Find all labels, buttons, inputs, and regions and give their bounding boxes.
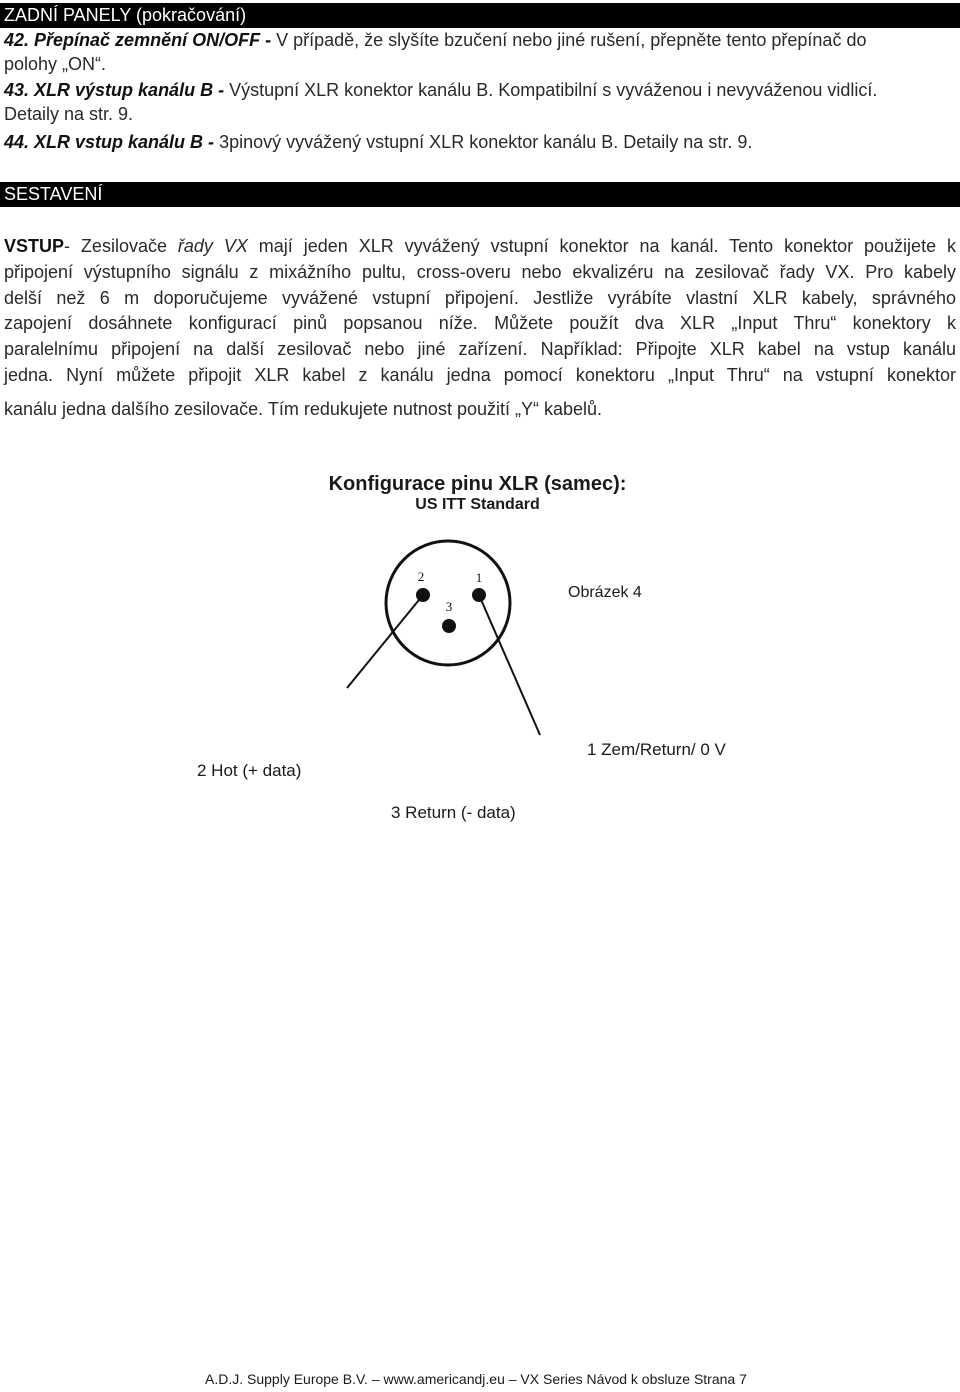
section-header-text: ZADNÍ PANELY (pokračování) (4, 5, 247, 25)
paragraph-l1-b: mají jeden XLR vyvážený vstupní konektor na kanál. Tento konektor použijete k (247, 236, 957, 256)
pin-3-number: 3 (445, 599, 453, 614)
paragraph-line-3: delší než 6 m doporučujeme vyvážené vstupní připojení. Jestliže vyrábíte vlastní XLR kabely, správného (4, 288, 956, 308)
item-43-text-1: Výstupní XLR konektor kanálu B. Kompatibilní s vyváženou i nevyváženou vidlicí. (229, 80, 878, 100)
section-header-setup-text: SESTAVENÍ (4, 184, 103, 204)
item-42-text-2: polohy „ON“. (4, 54, 107, 74)
pin-3-dot (442, 619, 456, 633)
item-43-text-2: Detaily na str. 9. (4, 104, 134, 124)
paragraph-line-7: kanálu jedna dalšího zesilovače. Tím redukujete nutnost použití „Y“ kabelů. (4, 399, 603, 419)
item-42-label: 42. Přepínač zemnění ON/OFF - (4, 30, 277, 50)
paragraph-line-5: paralelnímu připojení na další zesilovač nebo jiné zařízení. Například: Připojte XLR kabel na vstup kanálu (4, 339, 956, 359)
pin-2-description: 2 Hot (+ data) (197, 761, 302, 780)
figure-title: Konfigurace pinu XLR (samec): (328, 473, 627, 495)
figure-subtitle: US ITT Standard (415, 496, 540, 513)
paragraph-line-4: zapojení dosáhnete konfigurací pinů popsanou níže. Můžete použít dva XLR „Input Thru“ konektory k (4, 313, 956, 333)
item-44-text-1: 3pinový vyvážený vstupní XLR konektor kanálu B. Detaily na str. 9. (219, 132, 753, 152)
paragraph-line-2: připojení výstupního signálu z mixážního pultu, cross-overu nebo ekvalizéru na zesilovač řady VX. Pro kabely (4, 262, 956, 282)
figure-label: Obrázek 4 (568, 584, 642, 601)
paragraph-line-6: jedna. Nyní můžete připojit XLR kabel z kanálu jedna pomocí konektoru „Input Thru“ na vstupní konektor (4, 365, 956, 385)
paragraph-l1-a: - Zesilovače (64, 236, 178, 256)
pin-3-description: 3 Return (- data) (391, 803, 516, 822)
pin-2-number: 2 (417, 569, 425, 584)
paragraph-lead: VSTUP (4, 236, 65, 256)
item-44-label: 44. XLR vstup kanálu B - (4, 132, 220, 152)
page-footer: A.D.J. Supply Europe B.V. – www.americandj.eu – VX Series Návod k obsluze Strana 7 (205, 1371, 747, 1387)
pin-1-description: 1 Zem/Return/ 0 V (587, 740, 726, 759)
item-42-text-1: V případě, že slyšíte bzučení nebo jiné rušení, přepněte tento přepínač do (276, 30, 867, 50)
pin-1-number: 1 (475, 570, 483, 585)
paragraph-l1-italic: řady VX (177, 236, 248, 256)
item-43-label: 43. XLR výstup kanálu B - (4, 80, 230, 100)
